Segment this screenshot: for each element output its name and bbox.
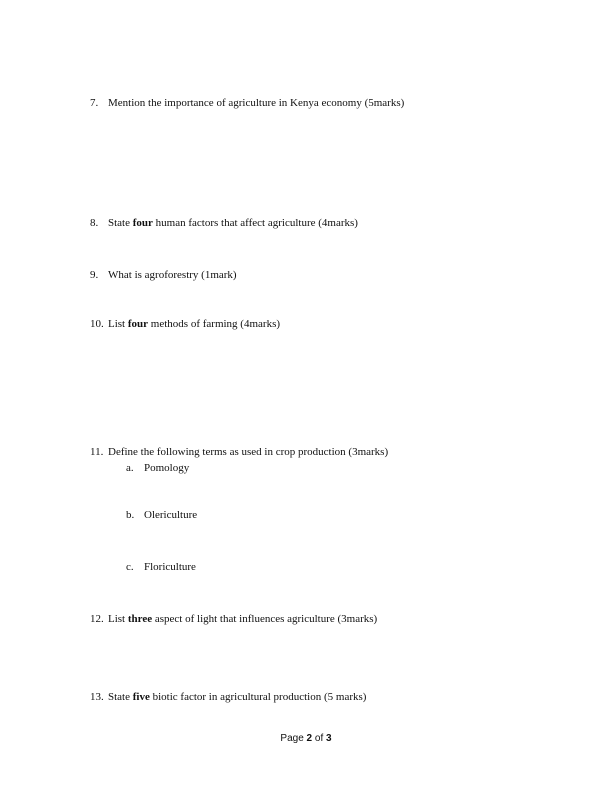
subitem-c <box>126 561 196 574</box>
subitem-a <box>126 462 189 475</box>
question-text: methods of farming (4marks) <box>148 318 281 330</box>
page-number: 2 <box>306 733 313 744</box>
subitem-letter: b. <box>126 509 135 521</box>
page-footer <box>0 733 612 744</box>
question-11 <box>90 446 388 459</box>
question-emphasis: five <box>132 691 150 703</box>
question-text: biotic factor in agricultural production (5 marks) <box>149 691 367 703</box>
question-8 <box>90 217 358 230</box>
question-text: human factors that affect agriculture (4marks) <box>152 217 358 229</box>
question-text: aspect of light that influences agriculture (3marks) <box>152 613 378 625</box>
question-12 <box>90 613 377 626</box>
question-text: What is agroforestry (1mark) <box>108 269 237 281</box>
subitem-text: Pomology <box>144 462 190 474</box>
question-7 <box>90 97 404 110</box>
subitem-letter: c. <box>126 561 134 573</box>
page-label: Page <box>280 733 307 744</box>
question-number: 10. <box>90 318 104 330</box>
question-number: 11. <box>90 446 104 458</box>
question-9 <box>90 269 237 282</box>
subitem-b <box>126 509 197 522</box>
page-total: 3 <box>326 733 332 744</box>
question-text: List <box>108 613 128 625</box>
question-number: 9. <box>90 269 99 281</box>
question-text: Mention the importance of agriculture in Kenya economy (5marks) <box>108 97 405 109</box>
question-text: State <box>108 691 133 703</box>
question-number: 13. <box>90 691 104 703</box>
question-emphasis: four <box>127 318 149 330</box>
question-text: State <box>108 217 133 229</box>
question-13 <box>90 691 366 704</box>
of-label: of <box>312 733 327 744</box>
question-number: 8. <box>90 217 99 229</box>
question-emphasis: three <box>127 613 153 625</box>
subitem-text: Olericulture <box>144 509 198 521</box>
question-emphasis: four <box>132 217 153 229</box>
subitem-letter: a. <box>126 462 134 474</box>
question-number: 7. <box>90 97 99 109</box>
subitem-text: Floriculture <box>144 561 196 573</box>
question-number: 12. <box>90 613 104 625</box>
question-10 <box>90 318 280 331</box>
question-text: List <box>108 318 128 330</box>
question-text: Define the following terms as used in crop production (3marks) <box>108 446 389 458</box>
